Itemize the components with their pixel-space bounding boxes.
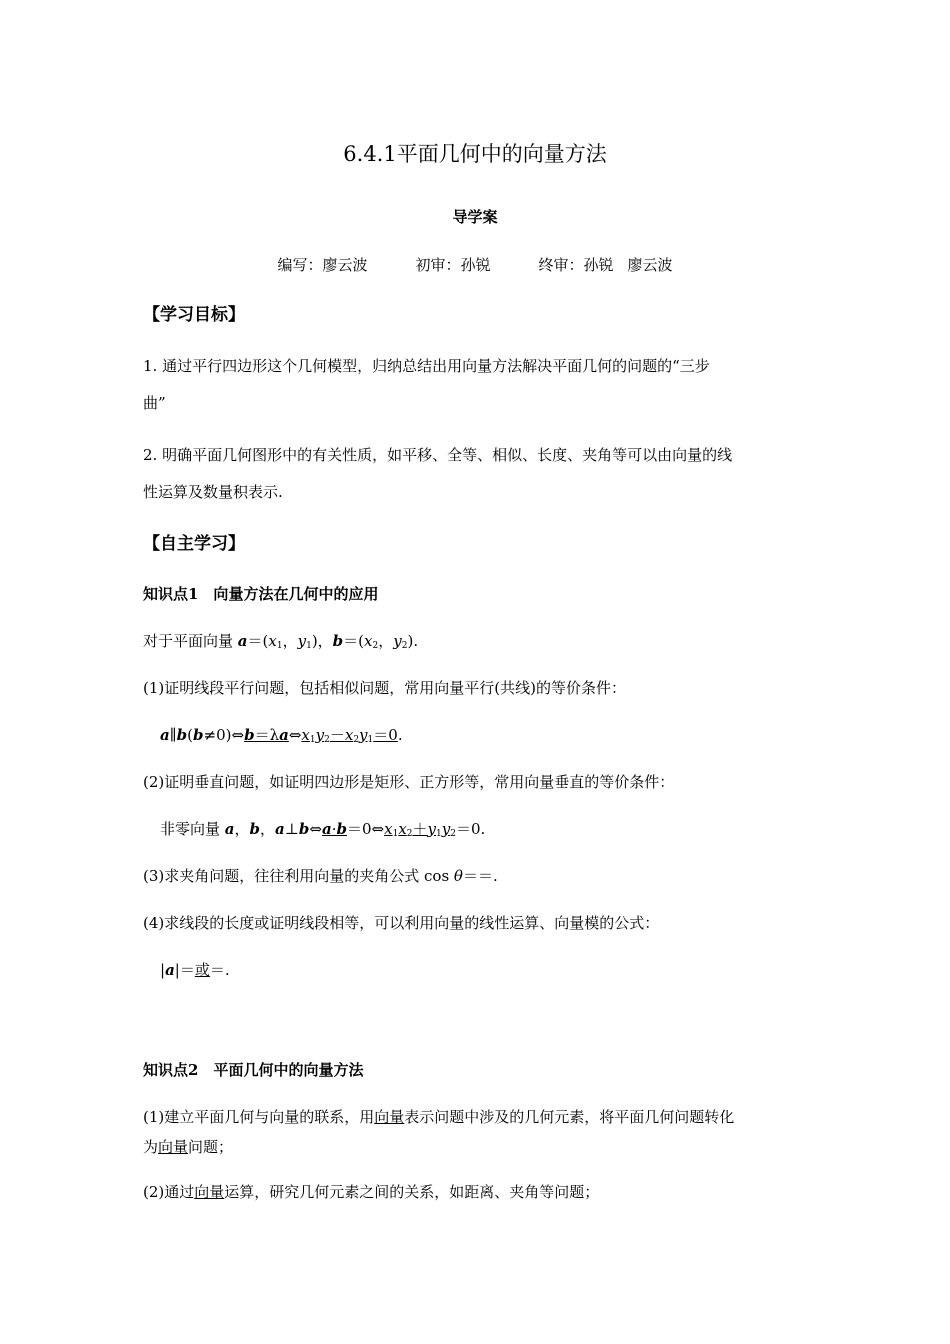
page-subtitle: 导学案 [452, 208, 498, 226]
kp1-formula-perpendicular: 非零向量 a，b，$a\perp b\Leftrightarrow a\cdot b=0\Leftrightarrow x_1x_2+y_1y_2=0$. [160, 820, 486, 839]
kp1-formula-parallel: $a\parallel b(b\ne 0)\Leftrightarrow b=\lambda a\Leftrightarrow x_1y_2-x_2y_1=0$. [160, 726, 403, 745]
kp1-point-4: (4)求线段的长度或证明线段相等，可以利用向量的线性运算、向量模的公式： [143, 914, 660, 932]
goal-2-line-2: 性运算及数量积表示. [143, 483, 283, 501]
kp1-point-1: (1)证明线段平行问题，包括相似问题，常用向量平行(共线)的等价条件： [143, 679, 626, 697]
knowledge-point-1-heading: 知识点1 向量方法在几何中的应用 [143, 585, 379, 603]
kp1-point-2: (2)证明垂直问题，如证明四边形是矩形、正方形等，常用向量垂直的等价条件： [143, 773, 675, 791]
knowledge-point-2-heading: 知识点2 平面几何中的向量方法 [143, 1061, 364, 1079]
goal-1-line-1: 1. 通过平行四边形这个几何模型，归纳总结出用向量方法解决平面几何的问题的“三步 [143, 357, 710, 375]
kp2-point-2: (2)通过向量运算，研究几何元素之间的关系，如距离、夹角等问题； [143, 1183, 600, 1201]
self-study-heading: 【自主学习】 [143, 534, 245, 554]
page-title: 6.4.1平面几何中的向量方法 [343, 142, 607, 166]
kp1-formula-magnitude: |a|＝或＝. [160, 961, 230, 979]
authors-line [0, 255, 950, 275]
reviewer: 初审：孙锐 [415, 256, 491, 274]
final-reviewer: 终审：孙锐 [538, 256, 614, 274]
goals-heading: 【学习目标】 [143, 305, 245, 325]
goal-2-line-1: 2. 明确平面几何图形中的有关性质，如平移、全等、相似、长度、夹角等可以由向量的线 [143, 446, 733, 464]
writer: 编写：廖云波 [277, 256, 368, 274]
kp1-point-3: (3)求夹角问题，往往利用向量的夹角公式 cos θ＝＝. [143, 867, 498, 885]
kp2-point-1-line-2: 为向量问题； [143, 1138, 234, 1156]
kp2-point-1-line-1: (1)建立平面几何与向量的联系，用向量表示问题中涉及的几何元素，将平面几何问题转化 [143, 1108, 735, 1126]
goal-1-line-2: 曲” [143, 394, 166, 412]
final-reviewer-2: 廖云波 [627, 256, 673, 274]
kp1-intro: 对于平面向量 $a=(x_1$，$y_1$)，$b=(x_2$，$y_2$). [143, 632, 419, 651]
